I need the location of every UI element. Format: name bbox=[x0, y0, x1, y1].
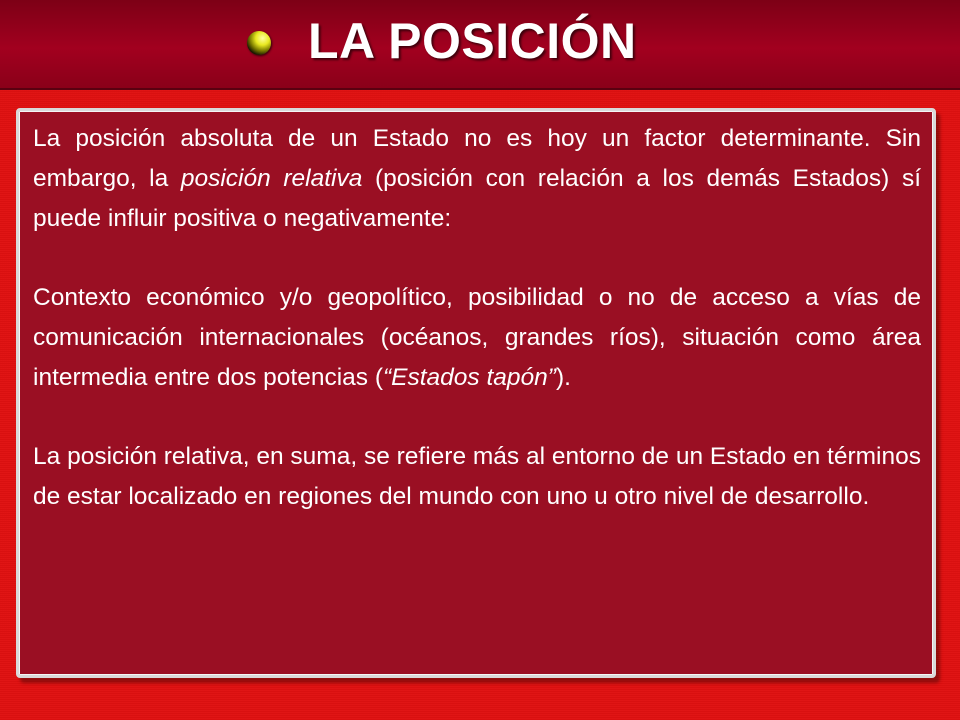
paragraph-3 bbox=[33, 437, 921, 517]
paragraph-1 bbox=[33, 119, 921, 239]
content-text bbox=[33, 119, 921, 517]
title-bar bbox=[0, 0, 960, 90]
paragraph-1-italic: posición relativa bbox=[180, 165, 363, 192]
paragraph-3-text: La posición relativa, en suma, se refiere más al entorno de un Estado en términos de estar localizado en regiones del mundo con uno u otro nivel de desarrollo. bbox=[33, 443, 921, 510]
paragraph-1-text-end: (posición con relación a los demás Estados) sí puede influir positiva o negativamente: bbox=[33, 165, 921, 232]
paragraph-2-italic: “Estados tapón” bbox=[383, 364, 556, 391]
paragraph-1-text-start: La posición absoluta de un Estado no es hoy un factor determinante. Sin embargo, la bbox=[33, 125, 921, 192]
content-box bbox=[16, 108, 936, 678]
paragraph-2-text-end: ). bbox=[555, 364, 571, 391]
paragraph-2 bbox=[33, 278, 921, 398]
paragraph-2-text-start: Contexto económico y/o geopolítico, posibilidad o no de acceso a vías de comunicación internacionales (océanos, grandes ríos), situación como área intermedia entre dos potencias ( bbox=[33, 284, 921, 391]
slide-title: LA POSICIÓN bbox=[308, 13, 637, 69]
yellow-sphere-bullet-icon bbox=[247, 31, 271, 55]
